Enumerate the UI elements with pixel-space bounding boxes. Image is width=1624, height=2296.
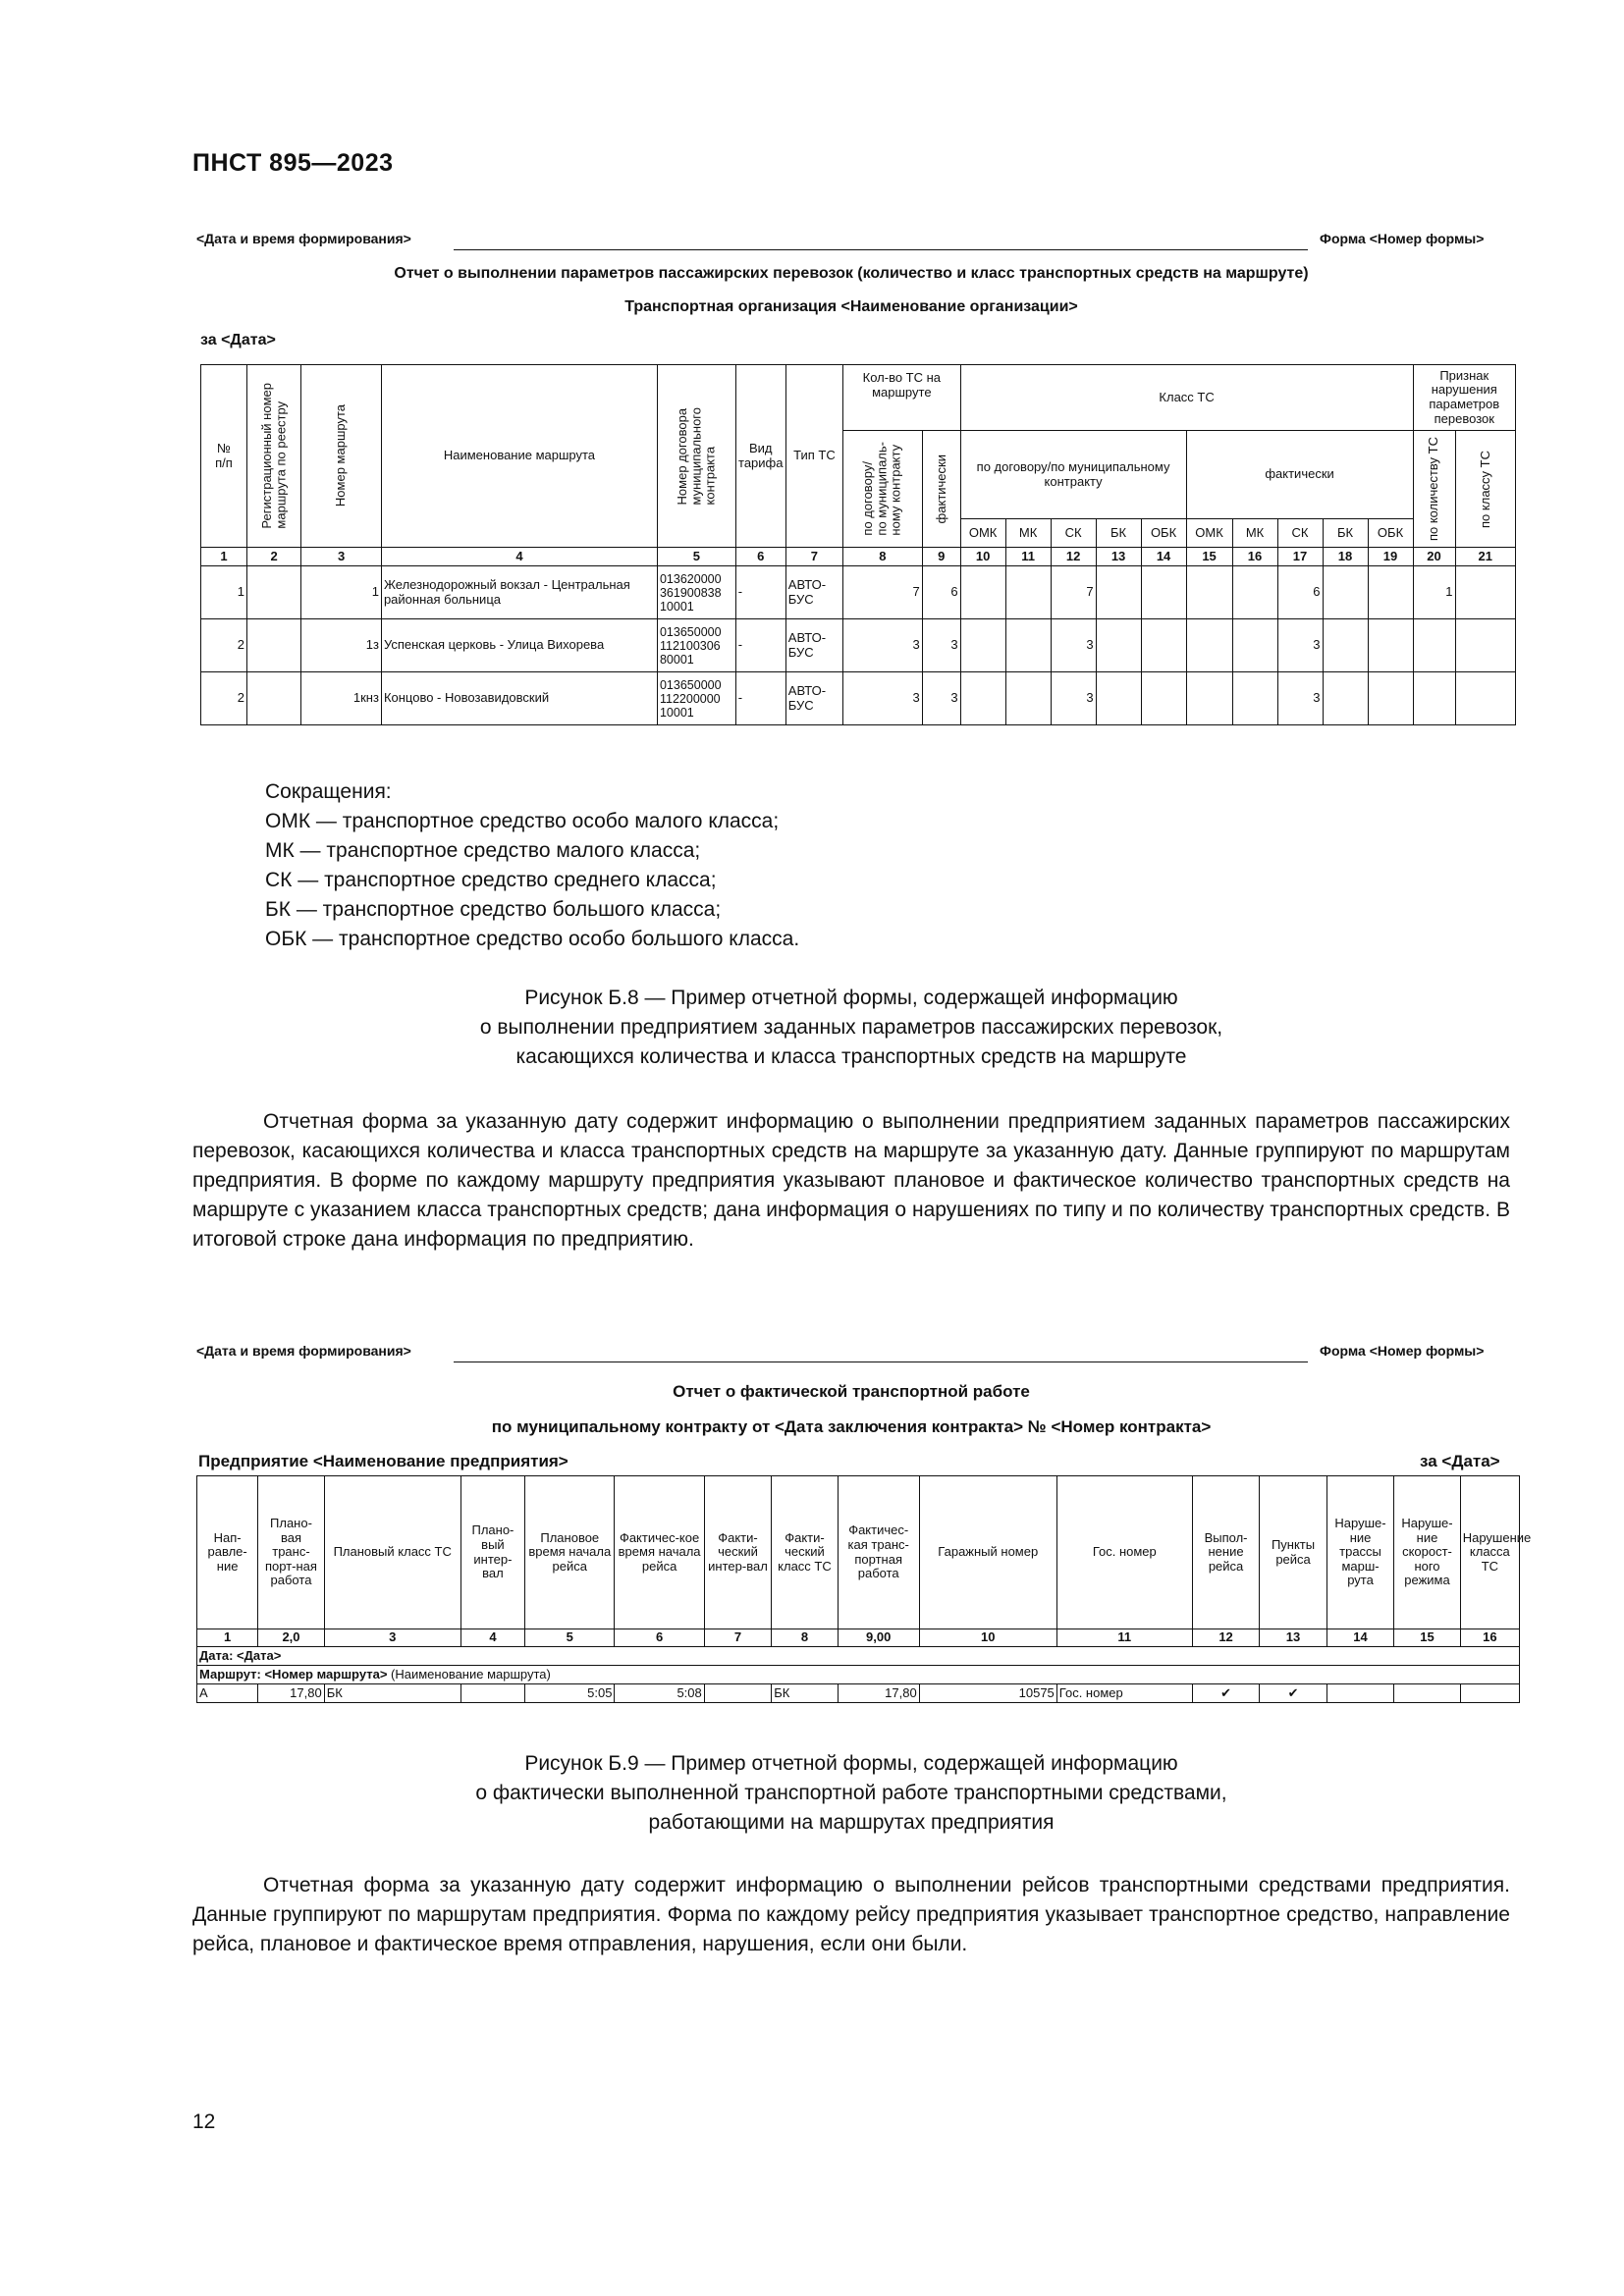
- col-num: 6: [735, 548, 785, 566]
- col-num: 16: [1232, 548, 1277, 566]
- cell-actual-work: 17,80: [838, 1684, 919, 1703]
- form2-subtitle: по муниципальному контракту от <Дата заключения контракта> № <Номер контракта>: [491, 1417, 1212, 1436]
- checkmark-icon: ✔: [1192, 1684, 1259, 1703]
- cell-count-fact: 3: [922, 672, 960, 725]
- cell-planned-class: БК: [324, 1684, 460, 1703]
- hdr-tariff: Вид тарифа: [735, 365, 785, 548]
- cell: 3: [1277, 619, 1323, 672]
- col-num: 7: [785, 548, 842, 566]
- col-num: 11: [1056, 1629, 1192, 1647]
- cell: [960, 566, 1005, 619]
- form2-date-label: <Дата и время формирования>: [196, 1343, 411, 1359]
- col-num: 4: [381, 548, 657, 566]
- col-num: 21: [1455, 548, 1516, 566]
- col-num: 13: [1260, 1629, 1326, 1647]
- col-num: 5: [525, 1629, 615, 1647]
- abbreviation-item: БК — транспортное средство большого класса;: [265, 898, 722, 921]
- hdr-planned-class: Плановый класс ТС: [324, 1476, 460, 1629]
- figure-caption-line: Рисунок Б.8 — Пример отчетной формы, содержащей информацию: [524, 987, 1178, 1009]
- form1-title: Отчет о выполнении параметров пассажирских перевозок (количество и класс транспортных средств на маршруте): [394, 265, 1309, 282]
- col-num: 7: [704, 1629, 771, 1647]
- cell: [1368, 672, 1413, 725]
- hdr-reg: Регистрационный номер маршрута по реестру: [247, 365, 301, 548]
- col-num: 1: [197, 1629, 258, 1647]
- hdr-count-fact: фактически: [922, 431, 960, 548]
- col-num: 8: [772, 1629, 838, 1647]
- body-paragraph: Отчетная форма за указанную дату содержит информацию о выполнении предприятием заданных параметров пассажирских перевозок, касающихся количества и класса транспортных средств на маршруте за указанную дату. Данные группируют по маршрутам предприятия. В форме по каждому маршруту предприятия указывают плановое и фактическое количество транспортных средств на маршруте с указанием класса транспортных средств; дана информация о нарушениях по типу и по количеству транспортных средств. В итоговой строке дана информация по предприятию.: [192, 1110, 1510, 1251]
- hdr-trip-completion: Выпол-нение рейса: [1192, 1476, 1259, 1629]
- hdr-planned-start: Плановое время начала рейса: [525, 1476, 615, 1629]
- cell: [1455, 672, 1516, 725]
- abbreviation-item: СК — транспортное средство среднего класса;: [265, 869, 717, 891]
- abbreviation-item: ОБК — транспортное средство особо большого класса.: [265, 928, 800, 950]
- cell-route-name: Железнодорожный вокзал - Центральная районная больница: [381, 566, 657, 619]
- cell: 3: [1051, 619, 1096, 672]
- cell-actual-class: БК: [772, 1684, 838, 1703]
- table-row: [201, 672, 1516, 725]
- cell: [1096, 672, 1141, 725]
- hdr-route-violation: Наруше-ние трассы марш-рута: [1326, 1476, 1393, 1629]
- form2-header-row: [197, 1476, 1520, 1629]
- cell: [1186, 619, 1232, 672]
- form2-form-label: Форма <Номер формы>: [1320, 1343, 1485, 1359]
- hdr-class-fact: фактически: [1186, 431, 1413, 519]
- cell-count-plan: 7: [843, 566, 923, 619]
- cell-n: 2: [201, 619, 247, 672]
- cell: [1323, 619, 1368, 672]
- hdr-route-no: Номер маршрута: [301, 365, 382, 548]
- cell: [1186, 672, 1232, 725]
- cell: 7: [1051, 566, 1096, 619]
- table-row: [197, 1684, 1520, 1703]
- hdr-count-plan: по договору/ по муниципаль- ному контракту: [843, 431, 923, 548]
- cell-ts-type: АВТО-БУС: [785, 672, 842, 725]
- cell-contract: 013650000 112100306 80001: [657, 619, 735, 672]
- figure-caption-line: касающихся количества и класса транспортных средств на маршруте: [515, 1045, 1187, 1068]
- hdr-n: № п/п: [201, 365, 247, 548]
- checkmark-icon: ✔: [1260, 1684, 1326, 1703]
- form1-organization: Транспортная организация <Наименование организации>: [624, 298, 1078, 315]
- cell: 3: [1277, 672, 1323, 725]
- hdr-garage-number: Гаражный номер: [919, 1476, 1056, 1629]
- cell: [1413, 619, 1455, 672]
- cell-ts-type: АВТО-БУС: [785, 566, 842, 619]
- hdr-trip-points: Пункты рейса: [1260, 1476, 1326, 1629]
- hdr-planned-interval: Плано-вый интер-вал: [460, 1476, 524, 1629]
- col-num: 14: [1141, 548, 1186, 566]
- cell-n: 2: [201, 672, 247, 725]
- hdr-sk-plan: СК: [1051, 519, 1096, 548]
- cell: [1186, 566, 1232, 619]
- form2-table: [196, 1475, 1532, 1703]
- cell: [1232, 566, 1277, 619]
- cell-tariff: -: [735, 672, 785, 725]
- col-num: 15: [1186, 548, 1232, 566]
- col-num: 8: [843, 548, 923, 566]
- date-row-label: Дата: <Дата>: [197, 1647, 1520, 1666]
- cell: [960, 672, 1005, 725]
- cell: [1141, 566, 1186, 619]
- cell: [1005, 672, 1051, 725]
- hdr-ts-type: Тип ТС: [785, 365, 842, 548]
- cell-route-violation: [1326, 1684, 1393, 1703]
- col-num: 10: [960, 548, 1005, 566]
- cell: 3: [1051, 672, 1096, 725]
- cell-reg: [247, 566, 301, 619]
- form1-column-numbers: [201, 548, 1516, 566]
- cell-tariff: -: [735, 566, 785, 619]
- cell-tariff: -: [735, 619, 785, 672]
- col-num: 2: [247, 548, 301, 566]
- form2-enterprise: Предприятие <Наименование предприятия>: [198, 1452, 568, 1470]
- cell: [960, 619, 1005, 672]
- cell: [1232, 619, 1277, 672]
- col-num: 11: [1005, 548, 1051, 566]
- col-num: 9: [922, 548, 960, 566]
- form2-column-numbers: [197, 1629, 1520, 1647]
- form1-form-label: Форма <Номер формы>: [1320, 231, 1485, 246]
- hdr-class-group: Класс ТС: [960, 365, 1413, 431]
- col-num: 14: [1326, 1629, 1393, 1647]
- cell: 1: [1413, 566, 1455, 619]
- document-code: ПНСТ 895—2023: [192, 149, 394, 177]
- col-num: 3: [301, 548, 382, 566]
- hdr-actual-interval: Факти-ческий интер-вал: [704, 1476, 771, 1629]
- table-row: [201, 619, 1516, 672]
- cell-speed-violation: [1394, 1684, 1460, 1703]
- col-num: 20: [1413, 548, 1455, 566]
- col-num: 16: [1460, 1629, 1519, 1647]
- hdr-viol-count: по количеству ТС: [1413, 431, 1455, 548]
- abbreviations-title: Сокращения:: [265, 780, 392, 803]
- cell: 6: [1277, 566, 1323, 619]
- hdr-viol-class: по классу ТС: [1455, 431, 1516, 548]
- hdr-sk-fact: СК: [1277, 519, 1323, 548]
- abbreviation-item: МК — транспортное средство малого класса;: [265, 839, 701, 862]
- cell-count-fact: 6: [922, 566, 960, 619]
- cell: [1455, 566, 1516, 619]
- cell-contract: 013650000 112200000 10001: [657, 672, 735, 725]
- cell: [1096, 566, 1141, 619]
- cell: [1368, 619, 1413, 672]
- cell: [1141, 619, 1186, 672]
- cell: [1232, 672, 1277, 725]
- hdr-obk-plan: ОБК: [1141, 519, 1186, 548]
- cell-contract: 013620000 361900838 10001: [657, 566, 735, 619]
- form2-period: за <Дата>: [1420, 1452, 1500, 1470]
- hdr-bk-fact: БК: [1323, 519, 1368, 548]
- route-row-name: (Наименование маршрута): [387, 1666, 551, 1682]
- hdr-speed-violation: Наруше-ние скорост-ного режима: [1394, 1476, 1460, 1629]
- hdr-omk-fact: ОМК: [1186, 519, 1232, 548]
- cell-count-plan: 3: [843, 672, 923, 725]
- figure-caption-line: Рисунок Б.9 — Пример отчетной формы, содержащей информацию: [524, 1752, 1178, 1775]
- cell-garage-number: 10575: [919, 1684, 1056, 1703]
- col-num: 4: [460, 1629, 524, 1647]
- hdr-mk-plan: МК: [1005, 519, 1051, 548]
- col-num: 18: [1323, 548, 1368, 566]
- hdr-class-violation: Нарушение класса ТС: [1460, 1476, 1519, 1629]
- cell: [1323, 672, 1368, 725]
- hdr-route-name: Наименование маршрута: [381, 365, 657, 548]
- form1-date-underline: [454, 249, 1308, 250]
- form2-route-row: [197, 1666, 1520, 1684]
- cell-route-name: Концово - Новозавидовский: [381, 672, 657, 725]
- form2-date-row: [197, 1647, 1520, 1666]
- col-num: 19: [1368, 548, 1413, 566]
- form1-date-label: <Дата и время формирования>: [196, 231, 411, 246]
- col-num: 1: [201, 548, 247, 566]
- cell: [1323, 566, 1368, 619]
- col-num: 10: [919, 1629, 1056, 1647]
- col-num: 12: [1051, 548, 1096, 566]
- cell-n: 1: [201, 566, 247, 619]
- cell-planned-work: 17,80: [258, 1684, 324, 1703]
- cell: [1005, 566, 1051, 619]
- hdr-count-group: Кол-во ТС на маршруте: [843, 365, 961, 431]
- hdr-class-plan: по договору/по муниципальному контракту: [960, 431, 1186, 519]
- cell-state-number: Гос. номер: [1056, 1684, 1192, 1703]
- hdr-violation-group: Признак нарушения параметров перевозок: [1413, 365, 1515, 431]
- cell-count-plan: 3: [843, 619, 923, 672]
- figure-caption-line: о выполнении предприятием заданных параметров пассажирских перевозок,: [479, 1016, 1223, 1039]
- col-num: 3: [324, 1629, 460, 1647]
- cell-class-violation: [1460, 1684, 1519, 1703]
- cell: [1096, 619, 1141, 672]
- cell-planned-interval: [460, 1684, 524, 1703]
- table-row: [201, 566, 1516, 619]
- hdr-planned-work: Плано-вая транс-порт-ная работа: [258, 1476, 324, 1629]
- cell-planned-start: 5:05: [525, 1684, 615, 1703]
- abbreviation-item: ОМК — транспортное средство особо малого класса;: [265, 810, 780, 832]
- hdr-mk-fact: МК: [1232, 519, 1277, 548]
- hdr-contract: Номер договора муниципального контракта: [657, 365, 735, 548]
- col-num: 6: [615, 1629, 704, 1647]
- hdr-state-number: Гос. номер: [1056, 1476, 1192, 1629]
- cell-route-no: 1кнз: [301, 672, 382, 725]
- col-num: 2,0: [258, 1629, 324, 1647]
- cell-route-no: 1з: [301, 619, 382, 672]
- cell-actual-start: 5:08: [615, 1684, 704, 1703]
- figure-caption-line: работающими на маршрутах предприятия: [648, 1811, 1055, 1834]
- cell-reg: [247, 672, 301, 725]
- cell: [1413, 672, 1455, 725]
- cell-route-name: Успенская церковь - Улица Вихорева: [381, 619, 657, 672]
- cell-route-no: 1: [301, 566, 382, 619]
- figure-caption-line: о фактически выполненной транспортной работе транспортными средствами,: [475, 1782, 1227, 1804]
- hdr-direction: Нап-равле-ние: [197, 1476, 258, 1629]
- cell: [1141, 672, 1186, 725]
- col-num: 15: [1394, 1629, 1460, 1647]
- form1-table: [200, 364, 1516, 725]
- form2-title: Отчет о фактической транспортной работе: [673, 1382, 1030, 1401]
- cell-reg: [247, 619, 301, 672]
- page-number: 12: [192, 2110, 216, 2133]
- body-paragraph: Отчетная форма за указанную дату содержит информацию о выполнении рейсов транспортными средствами предприятия. Данные группируют по маршрутам предприятия. Форма по каждому рейсу предприятия указывает транспортное средство, направление рейса, плановое и фактическое время отправления, нарушения, если они были.: [192, 1874, 1510, 1955]
- cell-ts-type: АВТО-БУС: [785, 619, 842, 672]
- col-num: 13: [1096, 548, 1141, 566]
- cell: [1005, 619, 1051, 672]
- col-num: 17: [1277, 548, 1323, 566]
- cell: [1368, 566, 1413, 619]
- col-num: 9,00: [838, 1629, 919, 1647]
- hdr-obk-fact: ОБК: [1368, 519, 1413, 548]
- hdr-actual-class: Факти-ческий класс ТС: [772, 1476, 838, 1629]
- cell: [1455, 619, 1516, 672]
- cell-direction: А: [197, 1684, 258, 1703]
- cell-actual-interval: [704, 1684, 771, 1703]
- col-num: 5: [657, 548, 735, 566]
- cell-count-fact: 3: [922, 619, 960, 672]
- hdr-bk-plan: БК: [1096, 519, 1141, 548]
- form1-period: за <Дата>: [200, 332, 276, 348]
- hdr-actual-start: Фактичес-кое время начала рейса: [615, 1476, 704, 1629]
- route-row-number: Маршрут: <Номер маршрута>: [199, 1666, 388, 1682]
- col-num: 12: [1192, 1629, 1259, 1647]
- hdr-actual-work: Фактичес-кая транс-портная работа: [838, 1476, 919, 1629]
- hdr-omk-plan: ОМК: [960, 519, 1005, 548]
- route-row-label: [197, 1666, 1520, 1684]
